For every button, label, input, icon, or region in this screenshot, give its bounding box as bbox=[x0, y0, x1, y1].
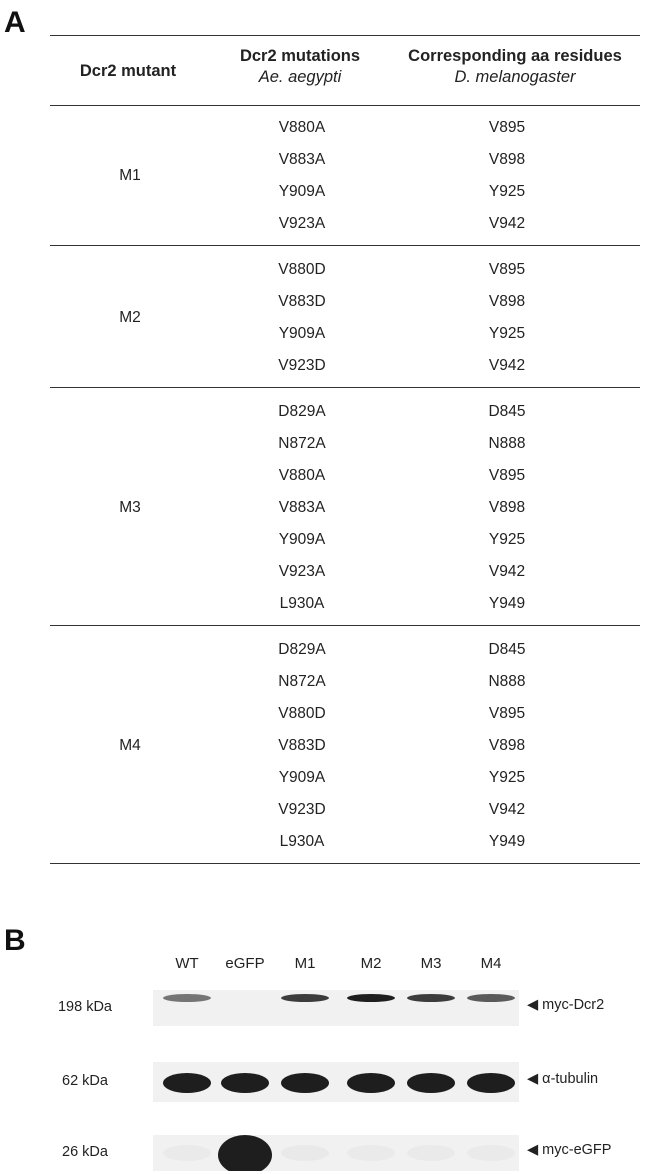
residue-cell: Y925 bbox=[488, 531, 526, 548]
residue-cell: V898 bbox=[488, 293, 526, 310]
blot-band bbox=[467, 1073, 515, 1093]
mutation-cell: V923D bbox=[278, 357, 326, 374]
residue-cell: V942 bbox=[488, 563, 526, 580]
group-rule bbox=[50, 387, 640, 388]
residue-cell: V895 bbox=[488, 119, 526, 136]
residue-cell: V895 bbox=[488, 467, 526, 484]
residue-cell: Y925 bbox=[488, 325, 526, 342]
mutation-cell: V880D bbox=[278, 261, 326, 278]
group-rule bbox=[50, 245, 640, 246]
mutation-cell: Y909A bbox=[278, 325, 326, 342]
blot-band bbox=[467, 994, 515, 1002]
blot-band bbox=[281, 994, 329, 1002]
residue-cell: V942 bbox=[488, 801, 526, 818]
residue-cell: V898 bbox=[488, 499, 526, 516]
blot-band bbox=[163, 1145, 211, 1161]
mutation-cell: V880A bbox=[278, 467, 326, 484]
lane-label: M3 bbox=[420, 955, 442, 972]
strip-background bbox=[153, 990, 519, 1026]
protein-label: ◀ myc-eGFP bbox=[527, 1142, 612, 1158]
header-residues: Corresponding aa residues D. melanogaster bbox=[408, 47, 622, 86]
mutation-cell: Y909A bbox=[278, 183, 326, 200]
blot-band bbox=[347, 994, 395, 1002]
mutation-cell: Y909A bbox=[278, 769, 326, 786]
blot-band bbox=[221, 1073, 269, 1093]
blot-band bbox=[281, 1073, 329, 1093]
header-mutant: Dcr2 mutant bbox=[79, 62, 177, 80]
mutation-cell: V923A bbox=[278, 215, 326, 232]
blot-strip bbox=[153, 1062, 519, 1102]
mutant-name: M3 bbox=[119, 499, 141, 516]
blot-band bbox=[347, 1073, 395, 1093]
blot-band bbox=[407, 994, 455, 1002]
residue-cell: V895 bbox=[488, 705, 526, 722]
lane-label: WT bbox=[175, 955, 199, 972]
blot-band bbox=[407, 1073, 455, 1093]
blot-band bbox=[347, 1145, 395, 1161]
lane-label: M4 bbox=[480, 955, 502, 972]
mutation-cell: D829A bbox=[278, 403, 326, 420]
mutation-cell: V883D bbox=[278, 737, 326, 754]
lane-label: M2 bbox=[360, 955, 382, 972]
table-top-rule bbox=[50, 35, 640, 36]
lane-label: eGFP bbox=[225, 955, 265, 972]
panel-b-letter: B bbox=[4, 924, 26, 957]
mutation-cell: V883D bbox=[278, 293, 326, 310]
mutation-cell: D829A bbox=[278, 641, 326, 658]
residue-cell: Y925 bbox=[488, 769, 526, 786]
mutant-name: M4 bbox=[119, 737, 141, 754]
mutation-cell: V883A bbox=[278, 151, 326, 168]
residue-cell: N888 bbox=[488, 673, 526, 690]
molecular-weight-label: 62 kDa bbox=[62, 1073, 108, 1089]
protein-label: ◀ myc-Dcr2 bbox=[527, 997, 605, 1013]
residue-cell: V898 bbox=[488, 151, 526, 168]
blot-strip bbox=[153, 1135, 519, 1171]
blot-strip bbox=[153, 990, 519, 1026]
table-header-rule bbox=[50, 105, 640, 106]
molecular-weight-label: 26 kDa bbox=[62, 1144, 108, 1160]
mutation-cell: L930A bbox=[279, 833, 325, 850]
residue-cell: Y949 bbox=[488, 833, 526, 850]
mutant-name: M2 bbox=[119, 309, 141, 326]
mutant-name: M1 bbox=[119, 167, 141, 184]
residue-cell: Y925 bbox=[488, 183, 526, 200]
blot-band bbox=[407, 1145, 455, 1161]
residue-cell: Y949 bbox=[488, 595, 526, 612]
mutation-cell: V923D bbox=[278, 801, 326, 818]
blot-band bbox=[467, 1145, 515, 1161]
mutation-cell: V880A bbox=[278, 119, 326, 136]
protein-label: ◀ α-tubulin bbox=[527, 1071, 599, 1087]
mutation-cell: V880D bbox=[278, 705, 326, 722]
mutation-cell: V883A bbox=[278, 499, 326, 516]
residue-cell: V942 bbox=[488, 215, 526, 232]
molecular-weight-label: 198 kDa bbox=[57, 999, 112, 1015]
blot-band bbox=[163, 994, 211, 1002]
mutation-cell: V923A bbox=[278, 563, 326, 580]
mutation-cell: L930A bbox=[279, 595, 325, 612]
group-rule bbox=[50, 625, 640, 626]
residue-cell: V895 bbox=[488, 261, 526, 278]
mutation-cell: N872A bbox=[278, 435, 326, 452]
blot-band bbox=[281, 1145, 329, 1161]
mutation-cell: N872A bbox=[278, 673, 326, 690]
header-mutations: Dcr2 mutations Ae. aegypti bbox=[239, 47, 361, 86]
residue-cell: D845 bbox=[488, 403, 526, 420]
mutation-cell: Y909A bbox=[278, 531, 326, 548]
residue-cell: V942 bbox=[488, 357, 526, 374]
residue-cell: D845 bbox=[488, 641, 526, 658]
group-rule bbox=[50, 863, 640, 864]
panel-a-letter: A bbox=[4, 6, 26, 39]
lane-label: M1 bbox=[294, 955, 316, 972]
blot-band bbox=[163, 1073, 211, 1093]
residue-cell: V898 bbox=[488, 737, 526, 754]
residue-cell: N888 bbox=[488, 435, 526, 452]
